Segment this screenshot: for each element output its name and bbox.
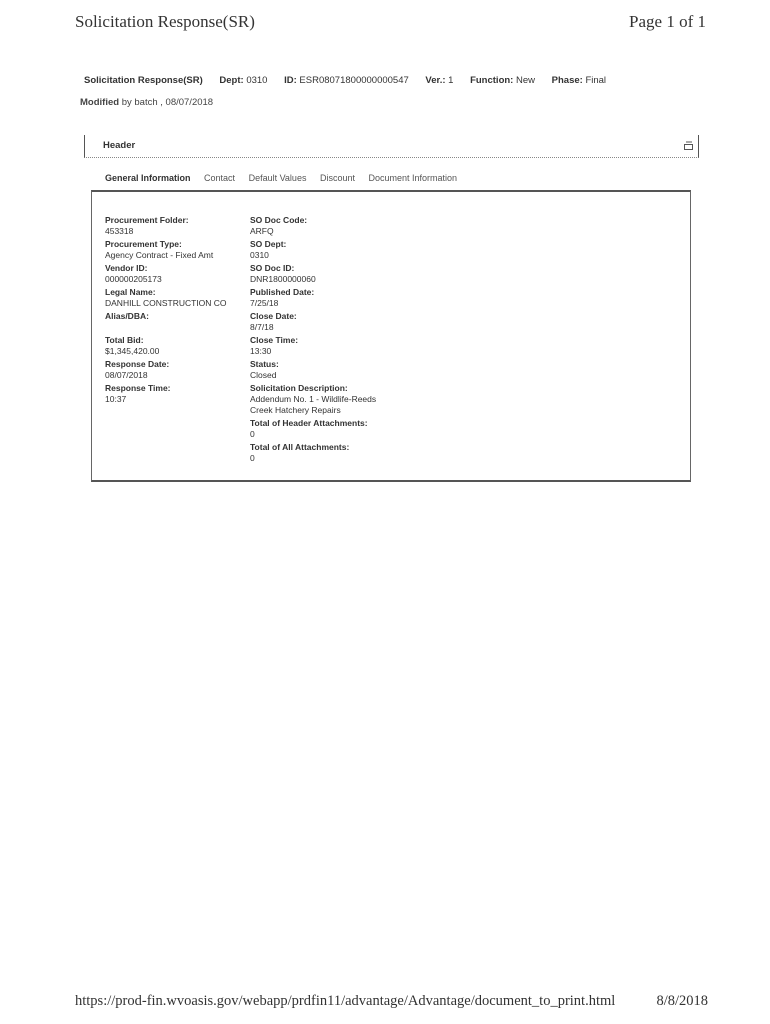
page-title: Solicitation Response(SR) [75, 12, 255, 31]
tab-discount[interactable]: Discount [319, 173, 355, 183]
modified-label: Modified [80, 97, 120, 108]
tab-document-information[interactable]: Document Information [368, 173, 458, 183]
response-time-label: Response Time: [105, 383, 171, 393]
modified-value: by batch , 08/07/2018 [121, 97, 214, 108]
dept-value: 0310 [246, 75, 268, 86]
vendor-id-label: Vendor ID: [105, 263, 148, 273]
phase-value: Final [585, 75, 607, 86]
id-value: ESR08071800000000547 [299, 75, 409, 86]
dept-label: Dept: [219, 75, 244, 86]
phase-label: Phase: [551, 75, 583, 86]
footer-date: 8/8/2018 [656, 993, 708, 1009]
function-label: Function: [470, 75, 514, 86]
ver-label: Ver.: [425, 75, 446, 86]
total-header-attachments-value: 0 [250, 429, 255, 439]
solicitation-description-label: Solicitation Description: [250, 383, 348, 393]
total-bid-label: Total Bid: [105, 335, 144, 345]
so-doc-id-label: SO Doc ID: [250, 263, 295, 273]
id-label: ID: [284, 75, 297, 86]
sr-label: Solicitation Response(SR) [84, 75, 203, 86]
published-date-label: Published Date: [250, 287, 315, 297]
alias-dba-value [105, 322, 245, 333]
procurement-folder-value: 453318 [105, 226, 134, 236]
procurement-type-label: Procurement Type: [105, 239, 182, 249]
so-dept-label: SO Dept: [250, 239, 287, 249]
left-field-column [105, 215, 245, 407]
close-time-label: Close Time: [250, 335, 299, 345]
tab-contact[interactable]: Contact [204, 173, 236, 183]
general-info-panel [91, 190, 691, 482]
total-all-attachments-label: Total of All Attachments: [250, 442, 350, 452]
total-header-attachments-label: Total of Header Attachments: [250, 418, 368, 428]
tab-bar [105, 173, 468, 183]
close-time-value: 13:30 [250, 346, 272, 356]
legal-name-label: Legal Name: [105, 287, 156, 297]
footer-url: https://prod-fin.wvoasis.gov/webapp/prdfin11/advantage/Advantage/document_to_print.html [75, 993, 616, 1009]
so-doc-code-label: SO Doc Code: [250, 215, 308, 225]
modified-line [80, 97, 213, 108]
alias-dba-label: Alias/DBA: [105, 311, 149, 321]
ver-value: 1 [448, 75, 454, 86]
legal-name-value: DANHILL CONSTRUCTION CO [105, 298, 227, 308]
close-date-label: Close Date: [250, 311, 297, 321]
summary-line [84, 75, 620, 86]
page-number: Page 1 of 1 [629, 12, 706, 31]
response-date-value: 08/07/2018 [105, 370, 148, 380]
so-doc-id-value: DNR1800000060 [250, 274, 316, 284]
header-section [84, 135, 699, 158]
so-doc-code-value: ARFQ [250, 226, 274, 236]
published-date-value: 7/25/18 [250, 298, 279, 308]
tab-default-values[interactable]: Default Values [248, 173, 307, 183]
function-value: New [515, 75, 535, 86]
solicitation-description-value: Addendum No. 1 - Wildlife-Reeds [250, 394, 377, 404]
right-field-column [250, 215, 450, 466]
total-bid-value: $1,345,420.00 [105, 346, 160, 356]
so-dept-value: 0310 [250, 250, 269, 260]
total-all-attachments-value: 0 [250, 453, 255, 463]
solicitation-description-value-line2: Creek Hatchery Repairs [250, 405, 341, 415]
response-time-value: 10:37 [105, 394, 127, 404]
procurement-type-value: Agency Contract - Fixed Amt [105, 250, 214, 260]
close-date-value: 8/7/18 [250, 322, 274, 332]
status-label: Status: [250, 359, 279, 369]
vendor-id-value: 000000205173 [105, 274, 162, 284]
tab-general-information[interactable]: General Information [105, 173, 191, 183]
status-value: Closed [250, 370, 277, 380]
response-date-label: Response Date: [105, 359, 170, 369]
procurement-folder-label: Procurement Folder: [105, 215, 189, 225]
header-label: Header [103, 140, 136, 151]
collapse-icon[interactable] [684, 141, 694, 150]
